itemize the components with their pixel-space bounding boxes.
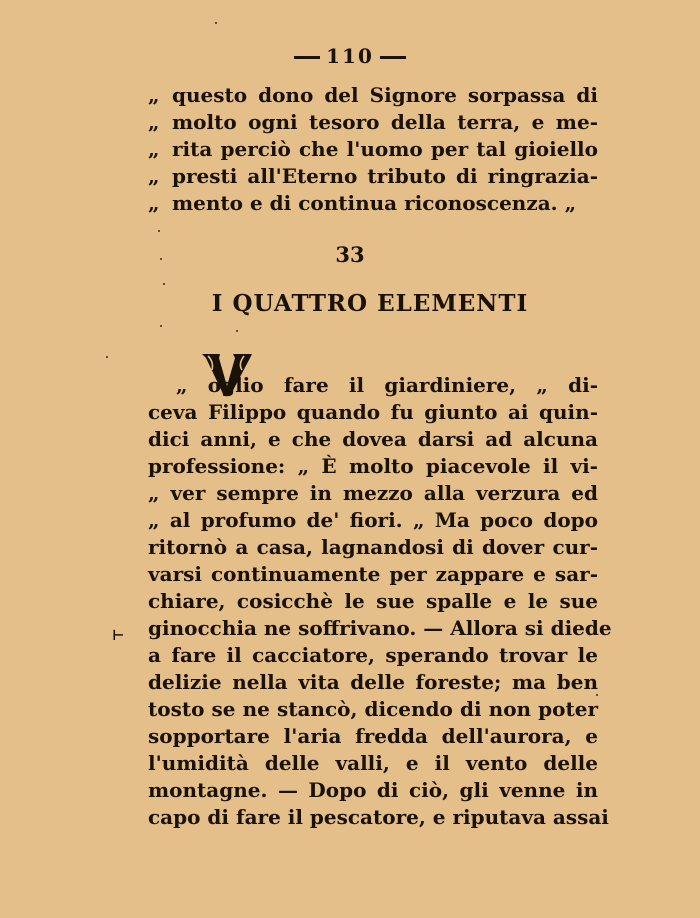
quote-line — [148, 136, 598, 162]
body-line — [148, 804, 609, 830]
body-line — [148, 723, 598, 749]
body-line — [176, 372, 598, 398]
body-line-text: delizie nella vita delle foreste; ma ben — [148, 670, 598, 694]
body-line — [148, 750, 598, 776]
body-line-text: a fare il cacciatore, sperando trovar le — [148, 643, 598, 667]
body-line — [148, 399, 598, 425]
quote-text: questo dono del Signore sorpassa di — [172, 83, 598, 107]
body-line — [148, 615, 612, 641]
quote-mark: „ — [148, 137, 160, 161]
page-number: 110 — [326, 44, 374, 68]
body-line — [148, 588, 598, 614]
body-line-text: l'umidità delle valli, e il vento delle — [148, 751, 598, 775]
header-dash-right — [380, 56, 406, 59]
body-line — [148, 696, 598, 722]
body-line-text: capo di fare il pescatore, e riputava assai — [148, 805, 609, 829]
body-line — [148, 426, 598, 452]
paper-speck — [160, 325, 162, 327]
paper-speck — [163, 283, 165, 285]
quote-line — [148, 82, 598, 108]
body-line-text: dici anni, e che dovea darsi ad alcuna — [148, 427, 598, 451]
body-line-text: „ oglio fare il giardiniere, „ di- — [176, 373, 598, 397]
quote-mark: „ — [148, 83, 160, 107]
quote-text: presti all'Eterno tributo di ringrazia- — [172, 164, 598, 188]
paper-speck — [106, 356, 108, 358]
body-line — [148, 561, 598, 587]
body-line-text: ceva Filippo quando fu giunto ai quin- — [148, 400, 598, 424]
body-line-text: tosto se ne stancò, dicendo di non poter — [148, 697, 598, 721]
quote-mark: „ — [148, 191, 160, 215]
quote-text: rita perciò che l'uomo per tal gioiello — [172, 137, 598, 161]
body-line-text: chiare, cosicchè le sue spalle e le sue — [148, 589, 598, 613]
body-line-text: montagne. — Dopo di ciò, gli venne in — [148, 778, 598, 802]
paper-speck — [158, 230, 160, 232]
body-line — [148, 669, 598, 695]
body-line-text: professione: „ È molto piacevole il vi- — [148, 454, 598, 478]
paper-speck — [215, 22, 217, 24]
quote-line — [148, 109, 598, 135]
body-line — [148, 777, 598, 803]
quote-text: molto ogni tesoro della terra, e me- — [172, 110, 598, 134]
paper-speck — [160, 258, 162, 260]
body-line-text: sopportare l'aria fredda dell'aurora, e — [148, 724, 598, 748]
quote-mark: „ — [148, 110, 160, 134]
chapter-title: I QUATTRO ELEMENTI — [211, 290, 529, 317]
body-line-text: ginocchia ne soffrivano. — Allora si diede — [148, 616, 612, 640]
header-dash-left — [294, 56, 320, 59]
body-line — [148, 534, 598, 560]
body-line — [148, 507, 598, 533]
chapter-number: 33 — [335, 242, 365, 267]
body-line-text: varsi continuamente per zappare e sar- — [148, 562, 598, 586]
quote-line — [148, 190, 598, 216]
quote-mark: „ — [148, 164, 160, 188]
page-header — [0, 44, 700, 68]
paper-speck — [596, 694, 598, 696]
margin-tick-icon: ⊢ — [112, 628, 125, 644]
paper-speck — [236, 330, 238, 332]
body-line — [148, 453, 598, 479]
body-line-text: „ ver sempre in mezzo alla verzura ed — [148, 481, 598, 505]
body-line-text: „ al profumo de' fiori. „ Ma poco dopo — [148, 508, 598, 532]
body-line-text: ritornò a casa, lagnandosi di dover cur- — [148, 535, 598, 559]
body-line — [148, 480, 598, 506]
quote-text: mento e di continua riconoscenza. „ — [172, 191, 577, 215]
quote-line — [148, 163, 598, 189]
body-line — [148, 642, 598, 668]
